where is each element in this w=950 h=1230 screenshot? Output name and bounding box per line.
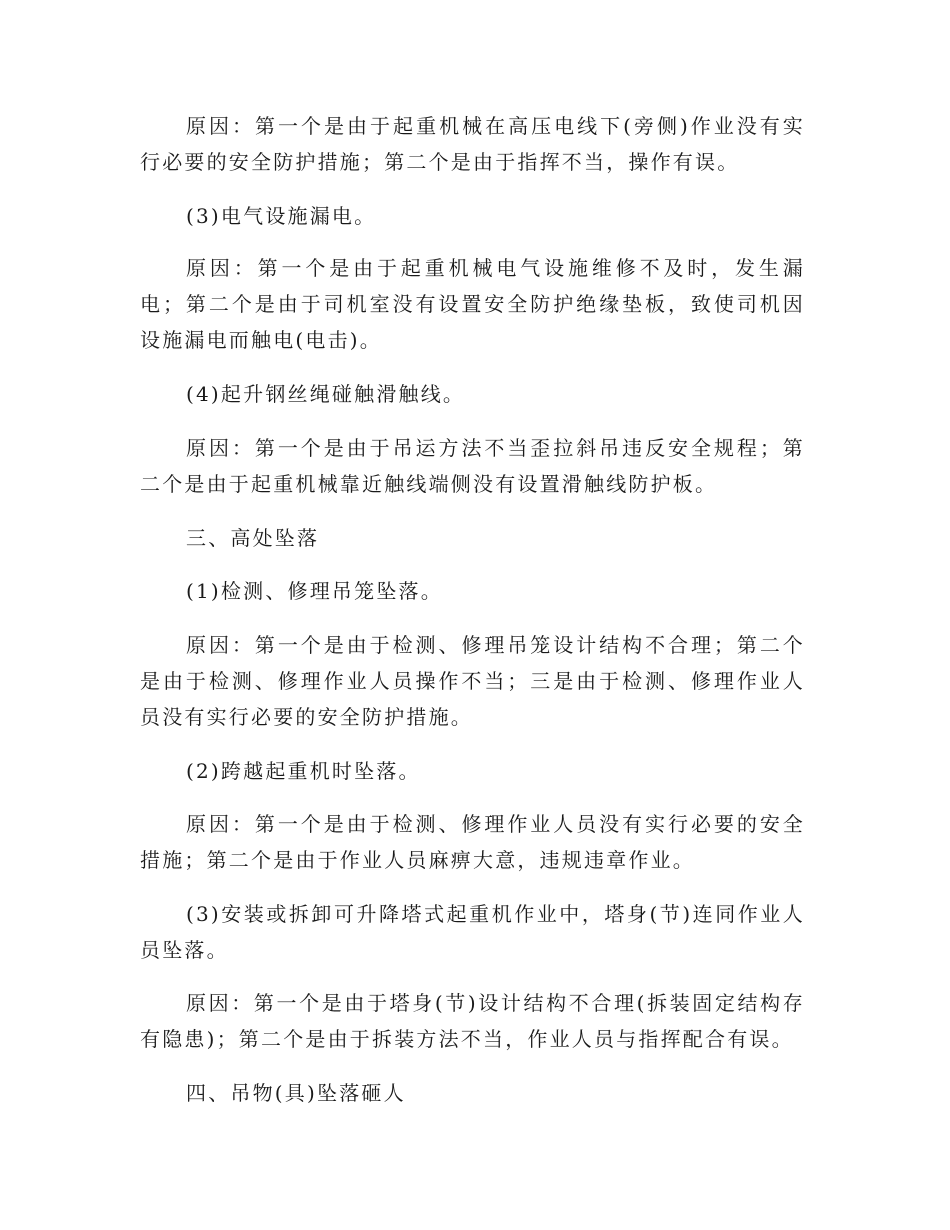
paragraph-electrical-leakage: (3)电气设施漏电。 (186, 204, 377, 228)
paragraph-cage-falling: (1)检测、修理吊笼坠落。 (186, 579, 443, 603)
paragraph-tower-falling: (3)安装或拆卸可升降塔式起重机作业中，塔身(节)连同作业人员坠落。 (140, 902, 805, 962)
paragraph-crossing-crane: (2)跨越起重机时坠落。 (186, 759, 421, 783)
paragraph-cause-cage: 原因：第一个是由于检测、修理吊笼设计结构不合理；第二个是由于检测、修理作业人员操作不当；三是由于检测、修理作业人员没有实行必要的安全防护措施。 (140, 633, 805, 729)
paragraph-wire-rope-contact: (4)起升钢丝绳碰触滑触线。 (186, 382, 466, 406)
paragraph-cause-wire-rope: 原因：第一个是由于吊运方法不当歪拉斜吊违反安全规程；第二个是由于起重机械靠近触线端侧没有设置滑触线防护板。 (140, 436, 805, 496)
paragraph-cause-tower: 原因：第一个是由于塔身(节)设计结构不合理(拆装固定结构存有隐患)；第二个是由于拆装方法不当，作业人员与指挥配合有误。 (140, 991, 805, 1051)
paragraph-cause-crossing: 原因：第一个是由于检测、修理作业人员没有实行必要的安全措施；第二个是由于作业人员麻痹大意，违规违章作业。 (140, 812, 805, 872)
paragraph-cause-high-voltage: 原因：第一个是由于起重机械在高压电线下(旁侧)作业没有实行必要的安全防护措施；第二个是由于指挥不当，操作有误。 (140, 114, 805, 174)
heading-falling-objects: 四、吊物(具)坠落砸人 (186, 1081, 406, 1105)
heading-falling-from-height: 三、高处坠落 (186, 526, 320, 550)
paragraph-cause-leakage: 原因：第一个是由于起重机械电气设施维修不及时，发生漏电；第二个是由于司机室没有设置安全防护绝缘垫板，致使司机因设施漏电而触电(电击)。 (140, 256, 805, 352)
